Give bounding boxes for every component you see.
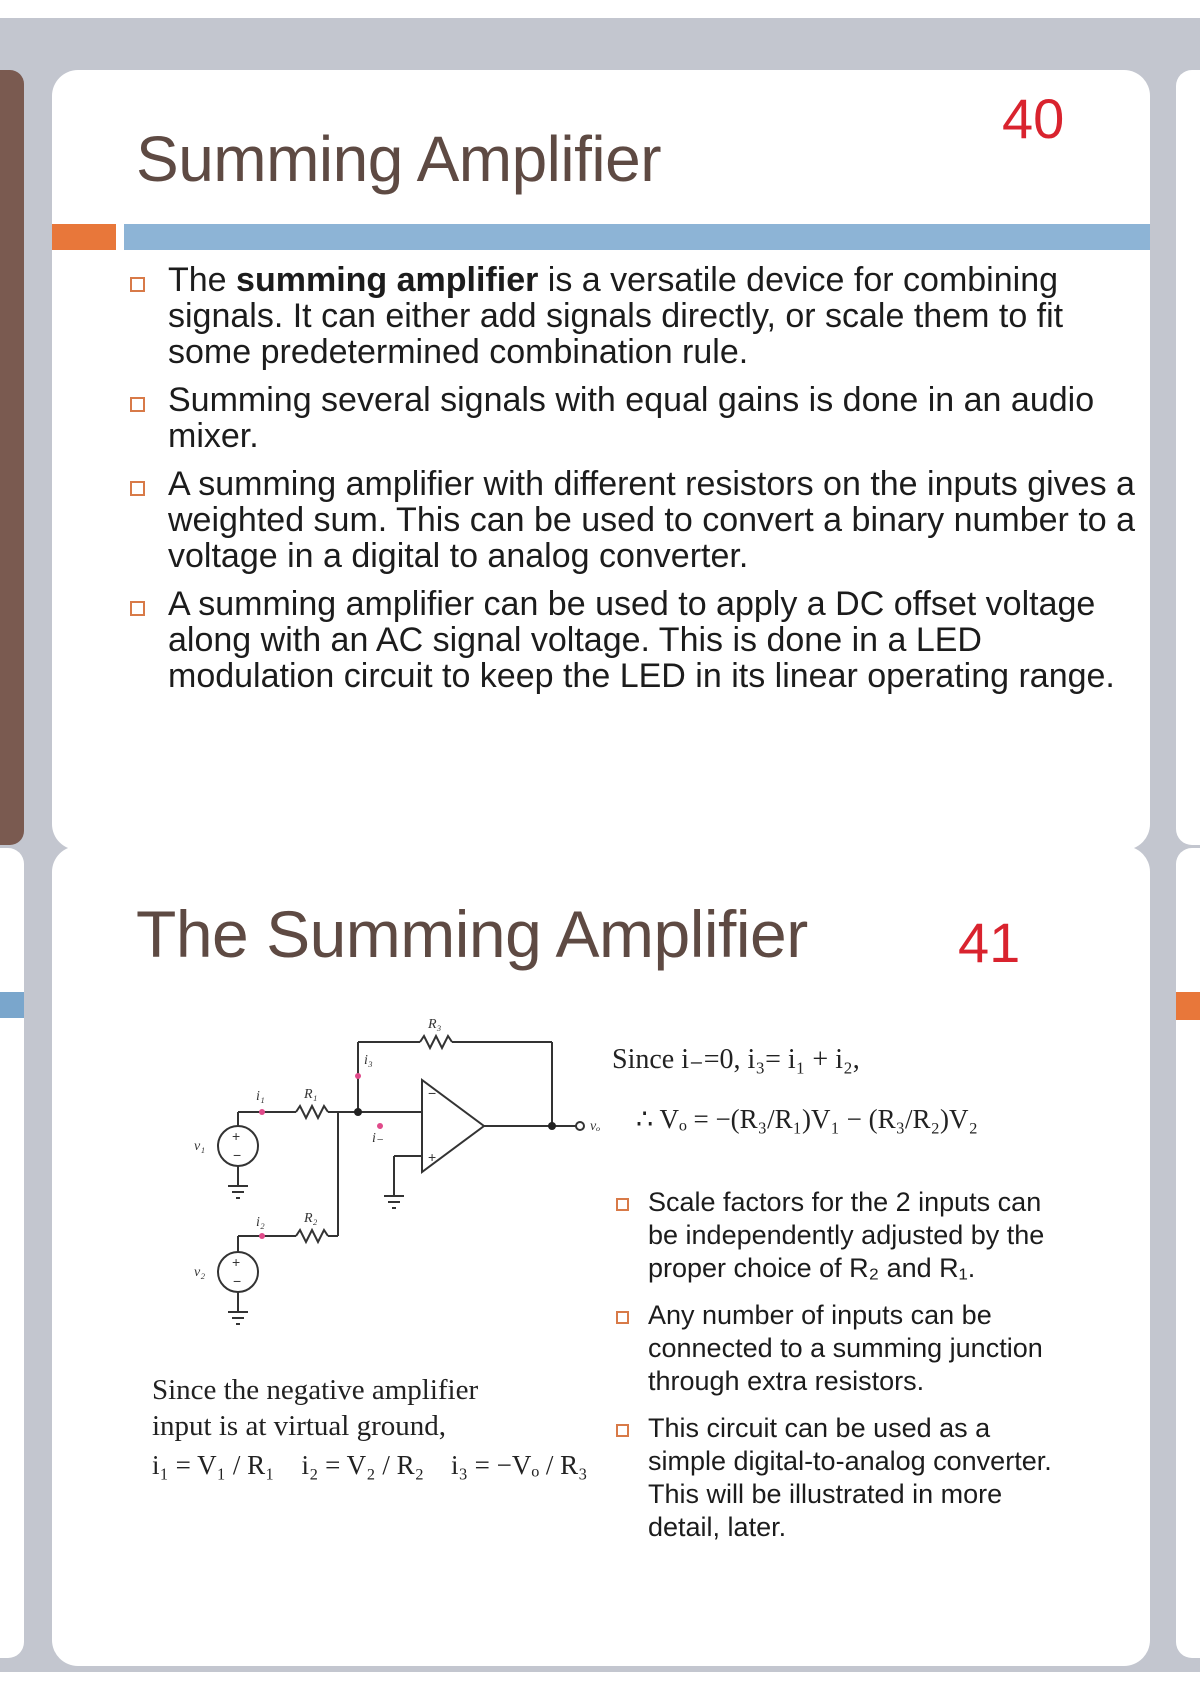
bullet-square-icon xyxy=(616,1311,629,1324)
note-line: input is at virtual ground, xyxy=(152,1410,446,1442)
top-band xyxy=(0,0,1200,18)
title-accent-orange xyxy=(52,224,116,250)
bullet-item xyxy=(128,382,1138,454)
bullet-text: The xyxy=(168,261,237,299)
source-v1-minus: − xyxy=(233,1147,242,1163)
label-plus-input: + xyxy=(428,1149,437,1165)
bullet-list xyxy=(614,1186,1074,1558)
resistor-r2 xyxy=(296,1230,328,1242)
label-v1: v₁ xyxy=(194,1139,206,1154)
eq-i1: i₁ = V₁ / R₁ xyxy=(152,1450,275,1480)
slide-41[interactable] xyxy=(52,846,1150,1666)
label-i3: i₃ xyxy=(364,1053,373,1068)
label-i1: i₁ xyxy=(256,1089,265,1104)
resistor-r3 xyxy=(420,1036,452,1048)
label-v2: v₂ xyxy=(194,1265,206,1280)
note-line: Since the negative amplifier xyxy=(152,1374,479,1406)
bullet-item xyxy=(128,466,1138,574)
label-r1: R₁ xyxy=(304,1087,318,1102)
bullet-bold-text: summing amplifier xyxy=(236,261,539,299)
bullet-square-icon xyxy=(130,397,145,412)
eq-i3: i₃ = −Vₒ / R₃ xyxy=(451,1450,588,1480)
bullet-item xyxy=(614,1186,1074,1285)
bullet-text: A summing amplifier can be used to apply a DC offset voltage along with an AC signal voltage. This is done in a LED modulation circuit to keep the LED in its linear operating range. xyxy=(168,585,1115,695)
label-i2: i₂ xyxy=(256,1215,265,1230)
prev-slide-accent xyxy=(0,992,24,1018)
bullet-square-icon xyxy=(130,481,145,496)
virtual-ground-note xyxy=(152,1372,478,1444)
source-v2-minus: − xyxy=(233,1273,242,1289)
bullet-square-icon xyxy=(616,1198,629,1211)
bullet-item xyxy=(128,262,1138,370)
label-r3: R₃ xyxy=(428,1017,442,1032)
bullet-text: This circuit can be used as a simple digital-to-analog converter. This will be illustrated in more detail, later. xyxy=(648,1413,1052,1542)
bullet-item xyxy=(128,586,1138,694)
bullet-square-icon xyxy=(130,601,145,616)
since-line: Since i₋=0, i₃= i₁ + i₂, xyxy=(612,1044,860,1075)
bullet-text: A summing amplifier with different resistors on the inputs gives a weighted sum. This can be used to convert a binary number to a voltage in a digital to analog converter. xyxy=(168,465,1136,575)
bullet-text: Any number of inputs can be connected to a summing junction through extra resistors. xyxy=(648,1300,1043,1396)
bullet-text: Summing several signals with equal gains is done in an audio mixer. xyxy=(168,381,1095,455)
label-minus-input: − xyxy=(428,1085,437,1101)
slide-title: Summing Amplifier xyxy=(136,123,661,195)
next-slide-accent xyxy=(1176,992,1200,1020)
current-equations xyxy=(152,1450,588,1481)
vo-equation: ∴ Vₒ = −(R₃/R₁)V₁ − (R₃/R₂)V₂ xyxy=(636,1104,978,1134)
bullet-text: is a versatile device for combining signals. It can either add signals directly, or scale them to fit some predetermined combination rule. xyxy=(168,261,1064,371)
prev-slide-edge-lower xyxy=(0,848,24,1658)
prev-slide-edge xyxy=(0,70,24,845)
label-i-minus: i₋ xyxy=(372,1131,384,1146)
label-vo: vₒ xyxy=(590,1119,601,1134)
slide-title: The Summing Amplifier xyxy=(136,897,808,971)
slide-40[interactable] xyxy=(52,70,1150,850)
title-accent-blue xyxy=(124,224,1150,250)
bottom-band xyxy=(0,1672,1200,1698)
bullet-list xyxy=(128,262,1138,706)
resistor-r1 xyxy=(296,1106,328,1118)
label-r2: R₂ xyxy=(304,1211,318,1226)
bullet-square-icon xyxy=(616,1424,629,1437)
page-number: 40 xyxy=(1002,87,1065,150)
page-number: 41 xyxy=(958,911,1021,974)
bullet-item xyxy=(614,1412,1074,1544)
bullet-square-icon xyxy=(130,277,145,292)
next-slide-edge-lower xyxy=(1176,848,1200,1658)
next-slide-edge xyxy=(1176,70,1200,845)
bullet-text: Scale factors for the 2 inputs can be independently adjusted by the proper choice of R₂ and R₁. xyxy=(648,1187,1045,1283)
source-v1-plus: + xyxy=(232,1128,241,1144)
bullet-item xyxy=(614,1299,1074,1398)
eq-i2: i₂ = V₂ / R₂ xyxy=(301,1450,424,1480)
source-v2-plus: + xyxy=(232,1254,241,1270)
summing-amplifier-circuit-diagram xyxy=(132,1016,601,1356)
